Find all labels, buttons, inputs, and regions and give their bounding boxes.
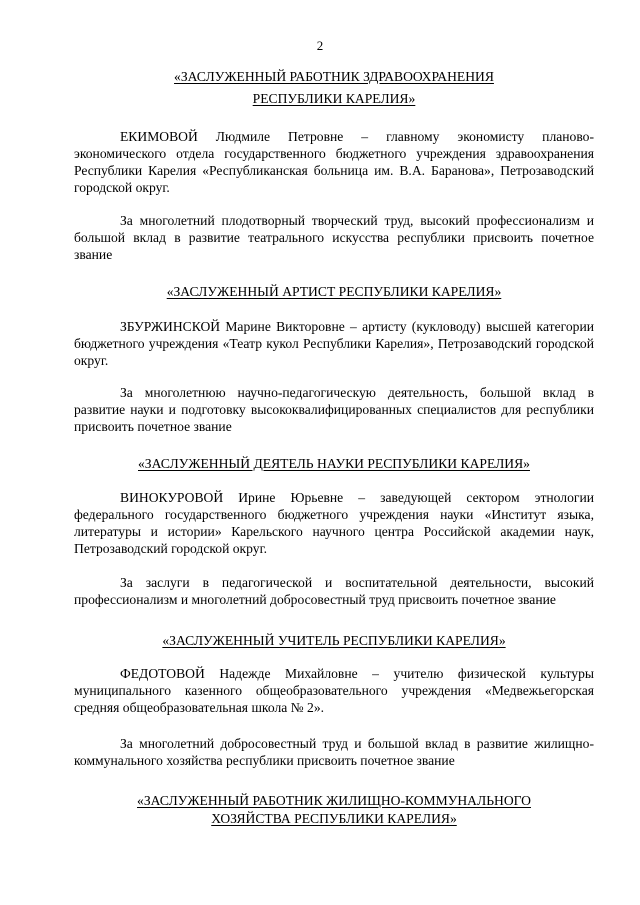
award-title-artist: «ЗАСЛУЖЕННЫЙ АРТИСТ РЕСПУБЛИКИ КАРЕЛИЯ» xyxy=(166,284,502,299)
page-number: 2 xyxy=(316,38,324,53)
award-title-science-figure: «ЗАСЛУЖЕННЫЙ ДЕЯТЕЛЬ НАУКИ РЕСПУБЛИКИ КАРЕЛИЯ» xyxy=(138,456,530,471)
award-reason-paragraph: За многолетнюю научно-педагогическую деятельность, большой вклад в развитие науки и подготовку высококвалифицированных специалистов для республики присвоить почетное звание xyxy=(74,385,594,434)
recipient-paragraph-ekimova: ЕКИМОВОЙ Людмиле Петровне – главному экономисту планово-экономического отдела государственного бюджетного учреждения здравоохранения Республики Карелия «Республиканская больница им. В.А. Баранова», Петрозаводский городской округ. xyxy=(74,129,594,195)
award-reason-paragraph: За многолетний плодотворный творческий труд, высокий профессионализм и большой вклад в развитие театрального искусства республики присвоить почетное звание xyxy=(74,213,594,262)
award-title-housing-communal-worker: «ЗАСЛУЖЕННЫЙ РАБОТНИК ЖИЛИЩНО-КОММУНАЛЬНОГО ХОЗЯЙСТВА РЕСПУБЛИКИ КАРЕЛИЯ» xyxy=(137,793,531,826)
award-reason-paragraph: За многолетний добросовестный труд и большой вклад в развитие жилищно-коммунального хозяйства республики присвоить почетное звание xyxy=(74,736,594,768)
award-title-healthcare-worker: «ЗАСЛУЖЕННЫЙ РАБОТНИК ЗДРАВООХРАНЕНИЯ РЕСПУБЛИКИ КАРЕЛИЯ» xyxy=(174,69,494,106)
recipient-paragraph-vinokurova: ВИНОКУРОВОЙ Ирине Юрьевне – заведующей сектором этнологии федерального государственного бюджетного учреждения науки «Институт языка, литературы и истории» Карельского научного центра Российской академии наук, Петрозаводский городской округ. xyxy=(74,490,594,556)
recipient-paragraph-zburzhinskaya: ЗБУРЖИНСКОЙ Марине Викторовне – артисту (кукловоду) высшей категории бюджетного учреждения «Театр кукол Республики Карелия», Петрозаводский городской округ. xyxy=(74,319,594,368)
award-title-teacher: «ЗАСЛУЖЕННЫЙ УЧИТЕЛЬ РЕСПУБЛИКИ КАРЕЛИЯ» xyxy=(162,633,506,648)
award-reason-paragraph: За заслуги в педагогической и воспитательной деятельности, высокий профессионализм и многолетний добросовестный труд присвоить почетное звание xyxy=(74,575,594,607)
recipient-paragraph-fedotova: ФЕДОТОВОЙ Надежде Михайловне – учителю физической культуры муниципального казенного общеобразовательного учреждения «Медвежьегорская средняя общеобразовательная школа № 2». xyxy=(74,666,594,715)
